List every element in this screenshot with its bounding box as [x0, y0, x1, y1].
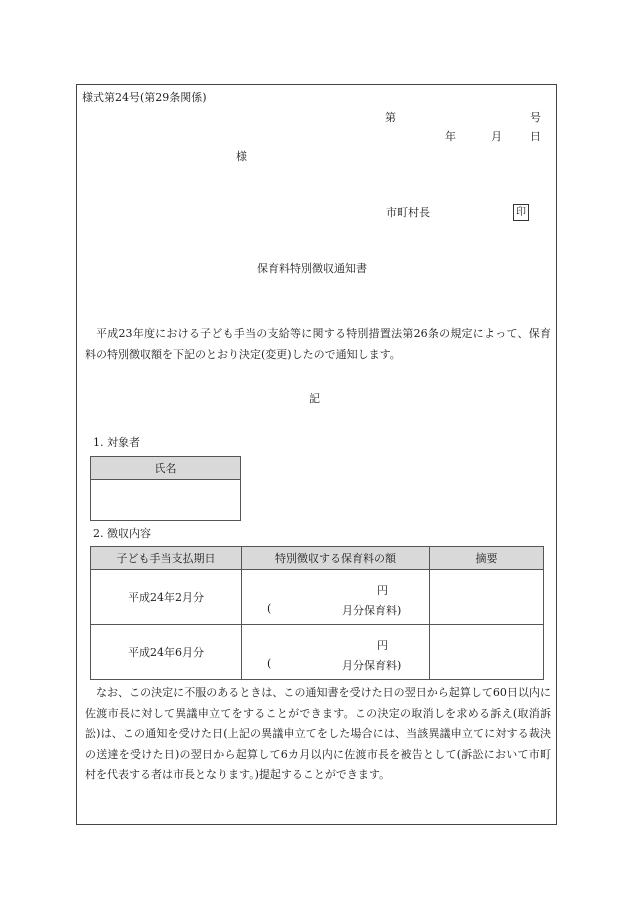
period-cell: 平成24年6月分 — [91, 625, 242, 680]
date-month: 月 — [491, 130, 502, 143]
reference-go: 号 — [530, 111, 541, 124]
month-suffix: 月分保育料) — [342, 659, 402, 672]
seal-box: 印 — [513, 204, 529, 221]
notice-paragraph: なお、この決定に不服のあるときは、この通知書を受けた日の翌日から起算して60日以内に佐渡市長に対して異議申立てをすることができます。この決定の取消しを求める訴え(取消訴訟)は、この通知を受けた日(上記の異議申立てをした場合には、当該異議申立てに対する裁決の送達を受けた日)の翌日から起算して6カ月以内に佐渡市長を被告として(訴訟において市町村を代表する者は市長となります。)提起することができます。 — [85, 686, 551, 781]
amount-cell — [242, 625, 430, 680]
table-row — [91, 625, 544, 680]
collection-table — [90, 546, 544, 680]
target-person-table — [90, 456, 241, 521]
period-cell: 平成24年2月分 — [91, 570, 242, 625]
intro-paragraph: 平成23年度における子ども手当の支給等に関する特別措置法第26条の規定によって、保育料の特別徴収額を下記のとおり決定(変更)したので通知します。 — [85, 327, 551, 361]
yen-label: 円 — [377, 639, 388, 652]
date-day: 日 — [530, 130, 541, 143]
paren-open: ( — [267, 602, 272, 615]
remarks-cell — [430, 570, 544, 625]
header-remarks: 摘要 — [430, 547, 544, 570]
form-number: 様式第24号(第29条関係) — [82, 91, 207, 104]
name-header: 氏名 — [91, 457, 241, 480]
header-amount: 特別徴収する保育料の額 — [242, 547, 430, 570]
remarks-cell — [430, 625, 544, 680]
yen-label: 円 — [377, 584, 388, 597]
seal-mark — [513, 204, 529, 221]
date-year: 年 — [445, 130, 456, 143]
section1-heading: 1. 対象者 — [93, 436, 140, 449]
issuer-title: 市町村長 — [386, 206, 430, 219]
reference-dai: 第 — [385, 111, 396, 124]
ki-label: 記 — [309, 392, 320, 405]
month-suffix: 月分保育料) — [342, 604, 402, 617]
header-payment-date: 子ども手当支払期日 — [91, 547, 242, 570]
name-cell — [91, 480, 241, 521]
paren-open: ( — [267, 657, 272, 670]
addressee-suffix: 様 — [236, 150, 247, 163]
document-title: 保育料特別徴収通知書 — [257, 262, 367, 275]
amount-cell — [242, 570, 430, 625]
table-row — [91, 570, 544, 625]
section2-heading: 2. 徴収内容 — [93, 527, 151, 540]
